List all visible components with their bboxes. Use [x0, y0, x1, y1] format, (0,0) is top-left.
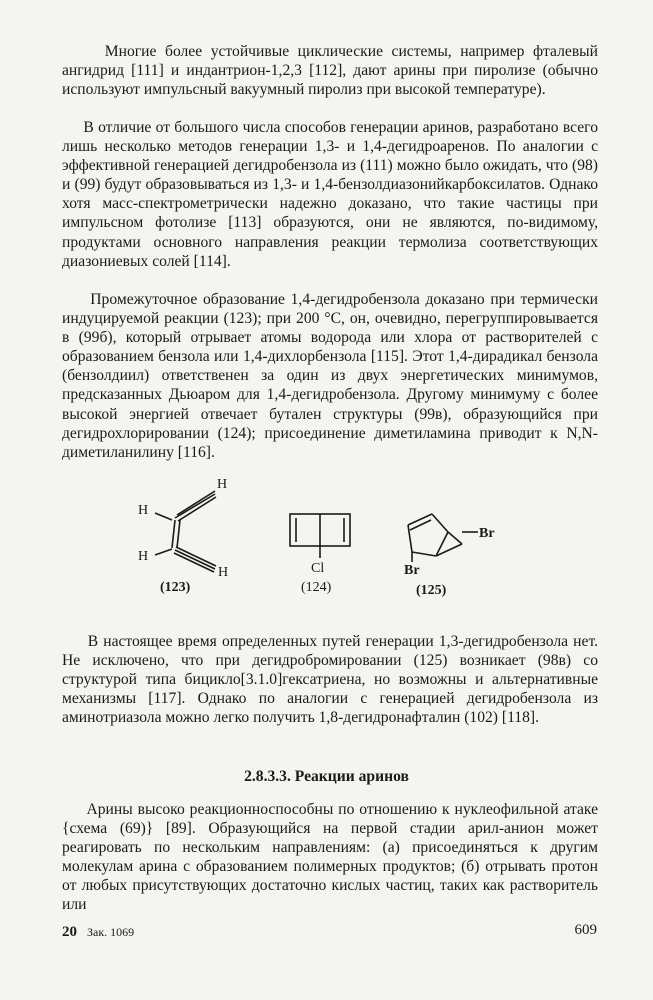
- structure-123-atom-h1: H: [217, 477, 228, 492]
- paragraph-4: [62, 632, 598, 727]
- paragraph-5-text: Арины высоко реакционноспособны по отношению к нуклеофильной атаке {схема (69)} [89]. Образующийся на первой стадии арил-анион может реагировать по нескольким направлениям: (а) присоединяться к другим молекулам арина с образованием полимерных продуктов; (б) отрывать протон от любых присутствующих достаточно кислых частиц, таких как растворитель или: [62, 801, 598, 914]
- footer-signature-number: 20: [62, 924, 77, 940]
- paragraph-3-text: Промежуточное образование 1,4-дегидробензола доказано при термически индуцируемой реакции (123); при 200 °С, он, очевидно, перегруппировывается в (99б), который отрывает атомы водорода или хлора от растворителей с образованием бензола или 1,4-дихлорбензола [115]. Этот 1,4-дирадикал бензола (бензолдиил) ответственен за один из двух энергетических минимумов, предсказанных Дьюаром для 1,4-дегидробензола. Другому минимуму с более высокой энергией отвечает буталeн структуры (99в), образующийся при дегидрохлорировании (124); присоединение диметиламина приводит к N,N-диметиланилину [116].: [62, 291, 598, 461]
- structure-124-atom-cl: Cl: [311, 561, 325, 576]
- structure-124-label: (124): [301, 580, 332, 595]
- paragraph-3: [62, 290, 598, 462]
- paragraph-4-text: В настоящее время определенных путей генерации 1,3-дегидробензола нет. Не исключено, что при дегидробромировании (125) возникает (98в) со структурой типа бицикло[3.1.0]гексатриена, но возможны и альтернативные механизмы [117]. Однако по аналогии с генерацией дегидробензола из аминотриазола можно легко получить 1,8-дегидронафталин (102) [118].: [62, 633, 598, 727]
- paragraph-1: [62, 42, 598, 99]
- paragraph-2-text: В отличие от большого числа способов генерации аринов, разработано всего лишь несколько методов генерации 1,3- и 1,4-дегидроаренов. По аналогии с эффективной генерацией дегидробензола из (111) можно было ожидать, что (98) и (99) будут образовываться из 1,3- и 1,4-бензолдиазонийкарбоксилатов. Однако хотя масс-спектрометрически надежно доказано, что такие частицы при импульсном фотолизе [113] образуются, они не являются, по-видимому, продуктами основного направления реакции термолиза соответствующих диазониевых солей [114].: [62, 119, 598, 270]
- structure-123-label: (123): [160, 580, 191, 595]
- structure-123: [155, 491, 216, 572]
- page-number: 609: [574, 922, 597, 938]
- structure-123-atom-h2: H: [138, 503, 149, 518]
- structure-125-label: (125): [416, 583, 447, 598]
- structure-123-atom-h3: H: [138, 549, 149, 564]
- structure-125-atom-br2: Br: [404, 563, 420, 578]
- paragraph-2: [62, 118, 598, 271]
- structure-125-atom-br1: Br: [479, 526, 495, 541]
- structure-123-atom-h4: H: [218, 565, 229, 580]
- structure-125: [408, 514, 478, 562]
- paragraph-1-text: Многие более устойчивые циклические системы, например фталевый ангидрид [111] и индантрион-1,2,3 [112], дают арины при пиролизе (обычно используют импульсный вакуумный пиролиз при высокой температуре).: [62, 43, 599, 99]
- footer-order: Зак. 1069: [87, 925, 135, 939]
- footer-signature: [62, 924, 134, 941]
- structure-124: [290, 514, 350, 558]
- section-heading: 2.8.3.3. Реакции аринов: [244, 768, 409, 785]
- paragraph-5: [62, 800, 598, 915]
- chemical-structures: [120, 470, 495, 610]
